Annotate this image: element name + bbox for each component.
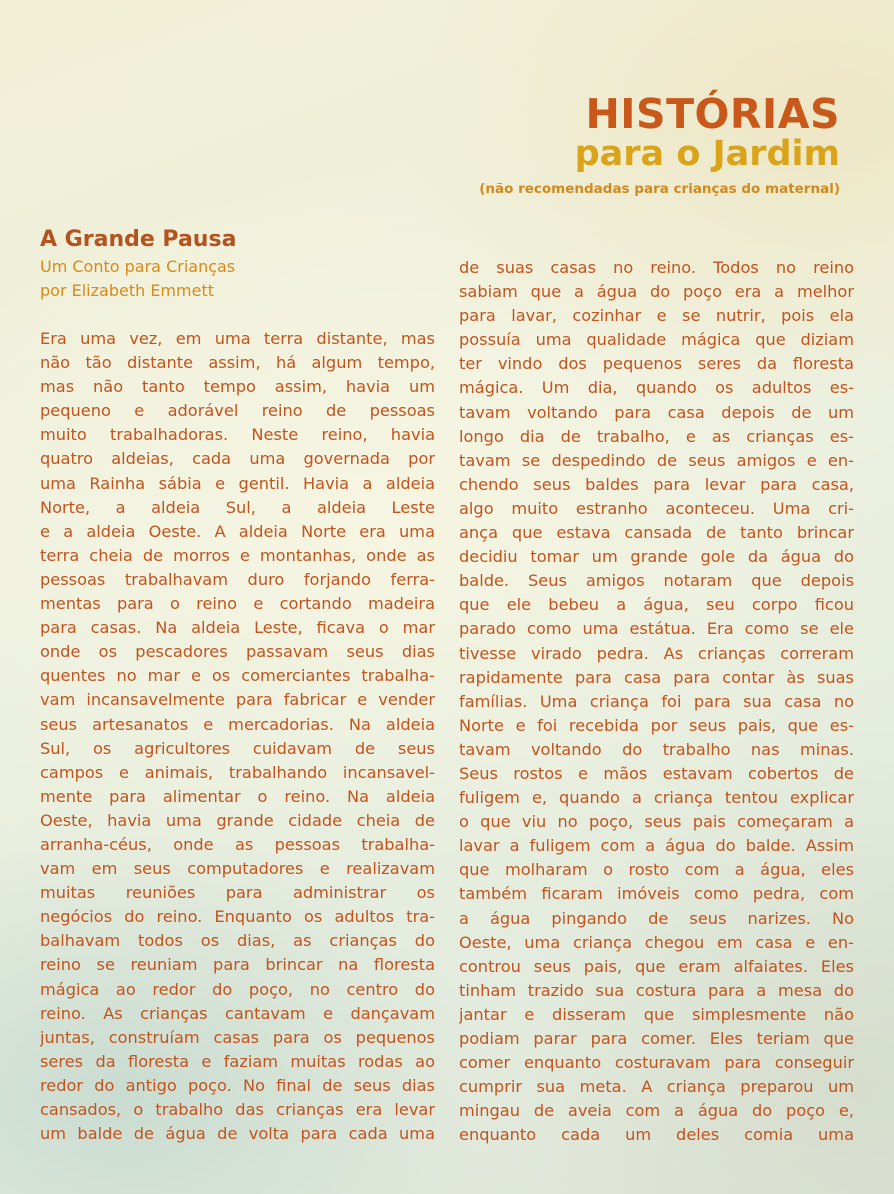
- text-line: o que viu no poço, seus pais começaram a: [459, 812, 854, 832]
- text-line: Norte e foi recebida por seus pais, que es-: [459, 715, 854, 735]
- text-line: terra cheia de morros e montanhas, onde as: [40, 545, 435, 565]
- text-line: juntas, construíam casas para os pequenos: [40, 1027, 435, 1047]
- text-line: algo muito estranho aconteceu. Uma cri-: [459, 498, 854, 518]
- text-line: ança que estava cansada de tanto brincar: [459, 523, 854, 543]
- text-line: para casas. Na aldeia Leste, ficava o mar: [40, 618, 435, 638]
- text-line: sabiam que a água do poço era a melhor: [459, 282, 854, 302]
- text-line: mágica ao redor do poço, no centro do: [40, 979, 435, 999]
- text-line: cumprir sua meta. A criança preparou um: [459, 1077, 854, 1097]
- text-line: quatro aldeias, cada uma governada por: [40, 449, 435, 469]
- text-line: mentas para o reino e cortando madeira: [40, 594, 435, 614]
- text-line: reino. As crianças cantavam e dançavam: [40, 1003, 435, 1023]
- story-subtitle: Um Conto para Crianças: [40, 257, 236, 276]
- text-line: mágica. Um dia, quando os adultos es-: [459, 378, 854, 398]
- text-line: lavar a fuligem com a água do balde. Assim: [459, 836, 854, 856]
- text-line: comer enquanto costuravam para conseguir: [459, 1053, 854, 1073]
- text-line: famílias. Uma criança foi para sua casa no: [459, 691, 854, 711]
- text-line: quentes no mar e os comerciantes trabalha-: [40, 666, 435, 686]
- text-line: tavam voltando para casa depois de um: [459, 402, 854, 422]
- text-line: decidiu tomar um grande gole da água do: [459, 547, 854, 567]
- text-line: para lavar, cozinhar e se nutrir, pois ela: [459, 306, 854, 326]
- text-line: tivesse virado pedra. As crianças correram: [459, 643, 854, 663]
- text-line: também ficaram imóveis como pedra, com: [459, 884, 854, 904]
- text-line: a água pingando de seus narizes. No: [459, 908, 854, 928]
- text-line: ter vindo dos pequenos seres da floresta: [459, 354, 854, 374]
- text-line: que molharam o rosto com a água, eles: [459, 860, 854, 880]
- text-line: tinham trazido sua costura para a mesa do: [459, 980, 854, 1000]
- text-line: enquanto cada um deles comia uma: [459, 1125, 854, 1145]
- text-line: vam incansavelmente para fabricar e vender: [40, 690, 435, 710]
- text-line: onde os pescadores passavam seus dias: [40, 642, 435, 662]
- text-line: reino se reuniam para brincar na floresta: [40, 955, 435, 975]
- text-line: uma Rainha sábia e gentil. Havia a aldeia: [40, 473, 435, 493]
- text-line: pequeno e adorável reino de pessoas: [40, 401, 435, 421]
- text-line: chendo seus baldes para levar para casa,: [459, 474, 854, 494]
- text-line: negócios do reino. Enquanto os adultos tra-: [40, 907, 435, 927]
- story-author: por Elizabeth Emmett: [40, 281, 214, 300]
- text-line: muito trabalhadoras. Neste reino, havia: [40, 425, 435, 445]
- text-column-right: [459, 256, 854, 1147]
- series-subtitle: para o Jardim: [574, 134, 840, 174]
- text-line: seus artesanatos e mercadorias. Na aldeia: [40, 714, 435, 734]
- text-line: tavam se despedindo de seus amigos e en-: [459, 450, 854, 470]
- text-line: Oeste, uma criança chegou em casa e en-: [459, 932, 854, 952]
- text-line: cansados, o trabalho das crianças era levar: [40, 1100, 435, 1119]
- text-line: Norte, a aldeia Sul, a aldeia Leste: [40, 497, 435, 517]
- text-line: um balde de água de volta para cada uma: [40, 1124, 435, 1144]
- text-line: mente para alimentar o reino. Na aldeia: [40, 786, 435, 806]
- text-line: Seus rostos e mãos estavam cobertos de: [459, 763, 854, 783]
- text-line: vam em seus computadores e realizavam: [40, 859, 435, 879]
- text-line: seres da floresta e faziam muitas rodas ao: [40, 1051, 435, 1071]
- text-line: rapidamente para casa para contar às suas: [459, 667, 854, 687]
- text-line: pessoas trabalhavam duro forjando ferra-: [40, 569, 435, 589]
- text-line: arranha-céus, onde as pessoas trabalha-: [40, 834, 435, 854]
- text-line: que ele bebeu a água, seu corpo ficou: [459, 595, 854, 615]
- text-line: balhavam todos os dias, as crianças do: [40, 931, 435, 951]
- text-line: podiam parar para comer. Eles teriam que: [459, 1029, 854, 1048]
- text-line: possuía uma qualidade mágica que diziam: [459, 330, 854, 350]
- text-line: redor do antigo poço. No final de seus dias: [40, 1075, 435, 1095]
- header: [479, 92, 840, 198]
- story-title: A Grande Pausa: [40, 227, 237, 252]
- text-line: mingau de aveia com a água do poço e,: [459, 1101, 854, 1121]
- text-line: jantar e disseram que simplesmente não: [459, 1004, 854, 1024]
- text-line: Era uma vez, em uma terra distante, mas: [40, 329, 435, 348]
- text-line: parado como uma estátua. Era como se ele: [459, 619, 854, 639]
- text-line: Sul, os agricultores cuidavam de seus: [40, 738, 435, 758]
- text-line: longo dia de trabalho, e as crianças es-: [459, 426, 854, 446]
- text-line: e a aldeia Oeste. A aldeia Norte era uma: [40, 521, 435, 541]
- age-note: (não recomendadas para crianças do maternal): [479, 181, 840, 197]
- text-line: de suas casas no reino. Todos no reino: [459, 258, 854, 277]
- series-title: HISTÓRIAS: [585, 90, 840, 138]
- text-column-left: [40, 327, 435, 1146]
- text-line: campos e animais, trabalhando incansavel-: [40, 762, 435, 782]
- text-line: balde. Seus amigos notaram que depois: [459, 571, 854, 591]
- text-line: fuligem e, quando a criança tentou explicar: [459, 788, 854, 808]
- text-line: controu seus pais, que eram alfaiates. Eles: [459, 956, 854, 976]
- text-line: não tão distante assim, há algum tempo,: [40, 353, 435, 373]
- text-line: muitas reuniões para administrar os: [40, 883, 435, 903]
- text-line: mas não tanto tempo assim, havia um: [40, 377, 435, 397]
- text-line: tavam voltando do trabalho nas minas.: [459, 739, 854, 759]
- text-line: Oeste, havia uma grande cidade cheia de: [40, 810, 435, 830]
